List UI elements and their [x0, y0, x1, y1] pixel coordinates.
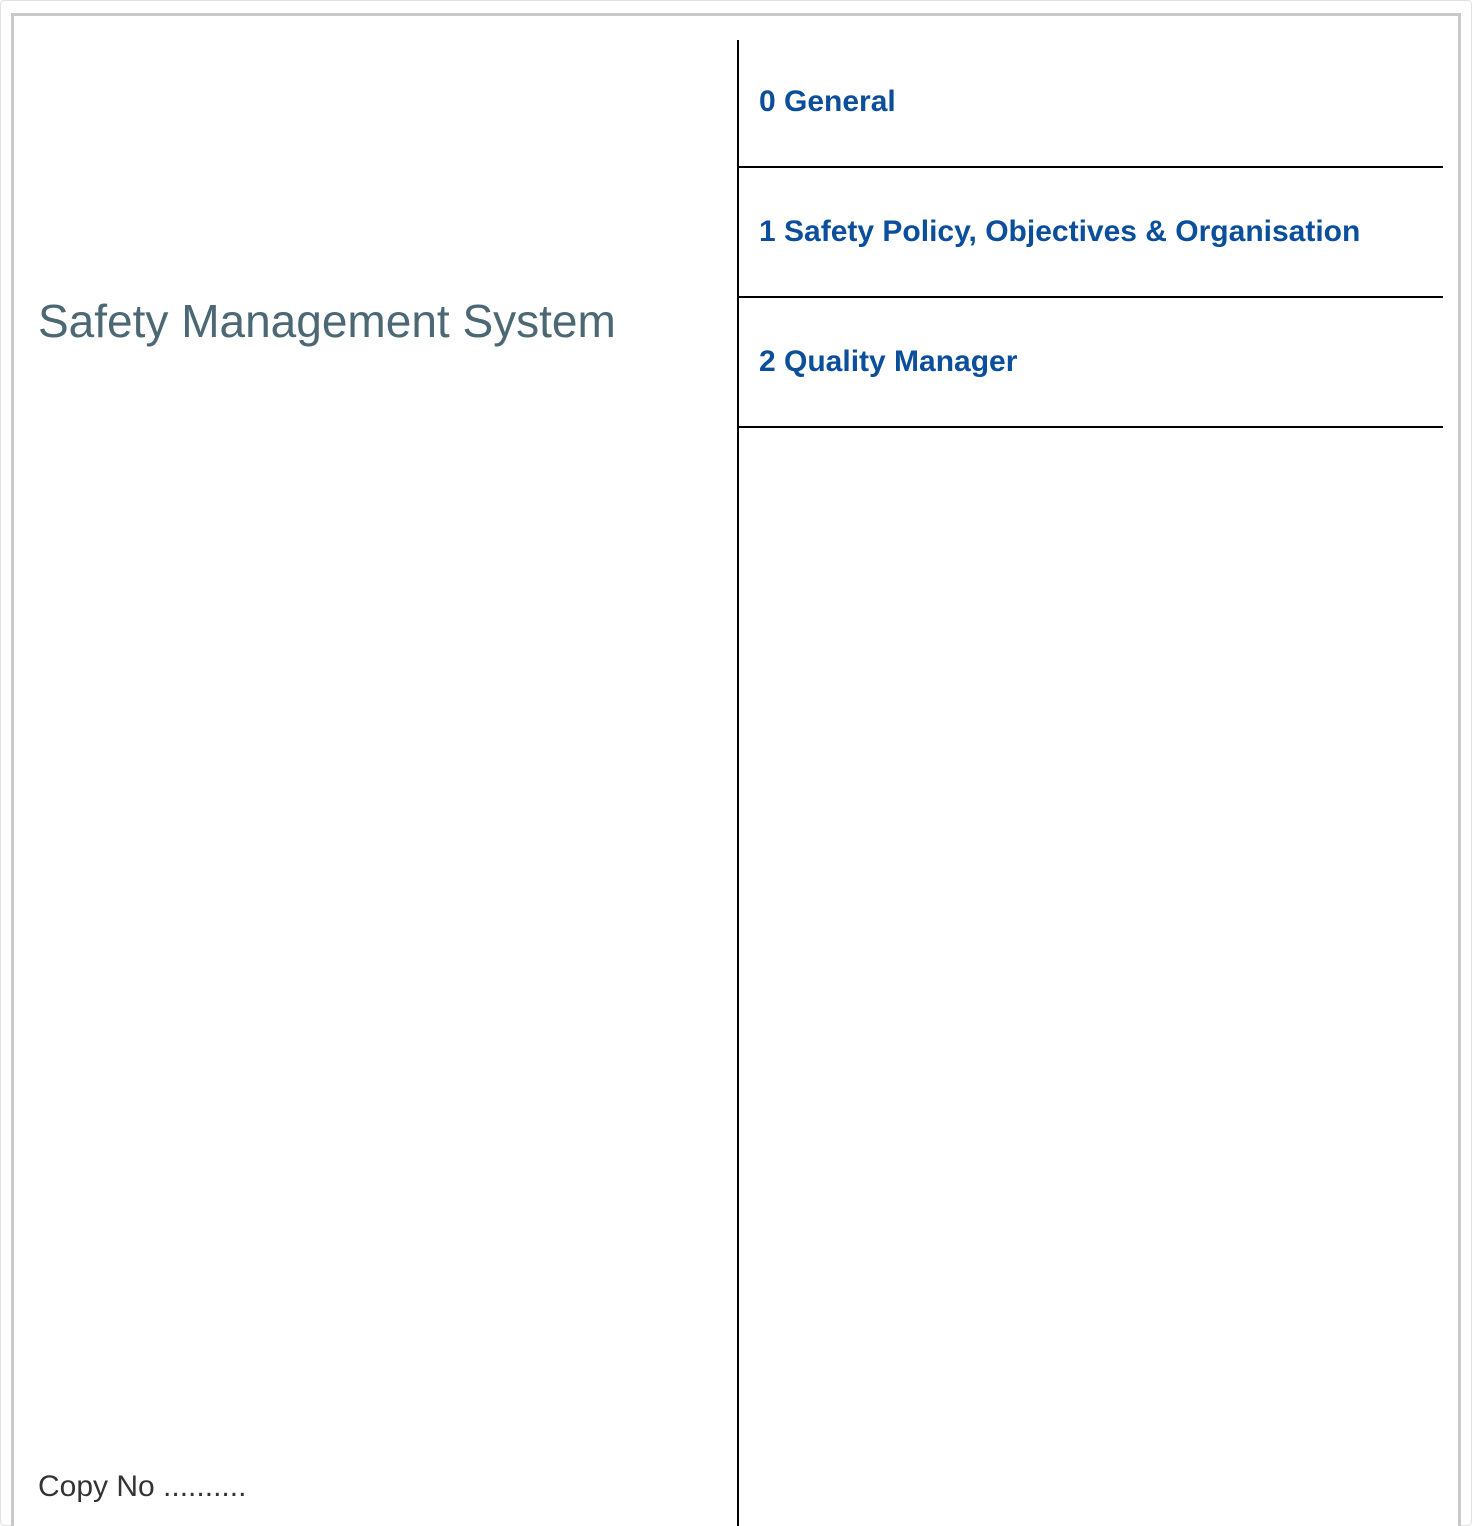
- toc-link-quality-manager[interactable]: 2 Quality Manager: [759, 345, 1018, 378]
- table-of-contents: [738, 38, 1443, 428]
- toc-link-general[interactable]: 0 General: [759, 85, 896, 118]
- toc-item-safety-policy: [738, 168, 1443, 298]
- document-title: Safety Management System: [38, 295, 616, 347]
- toc-item-quality-manager: [738, 298, 1443, 428]
- copy-number: Copy No ..........: [38, 1470, 247, 1503]
- toc-link-safety-policy[interactable]: 1 Safety Policy, Objectives & Organisation: [759, 215, 1361, 248]
- toc-item-general: [738, 38, 1443, 168]
